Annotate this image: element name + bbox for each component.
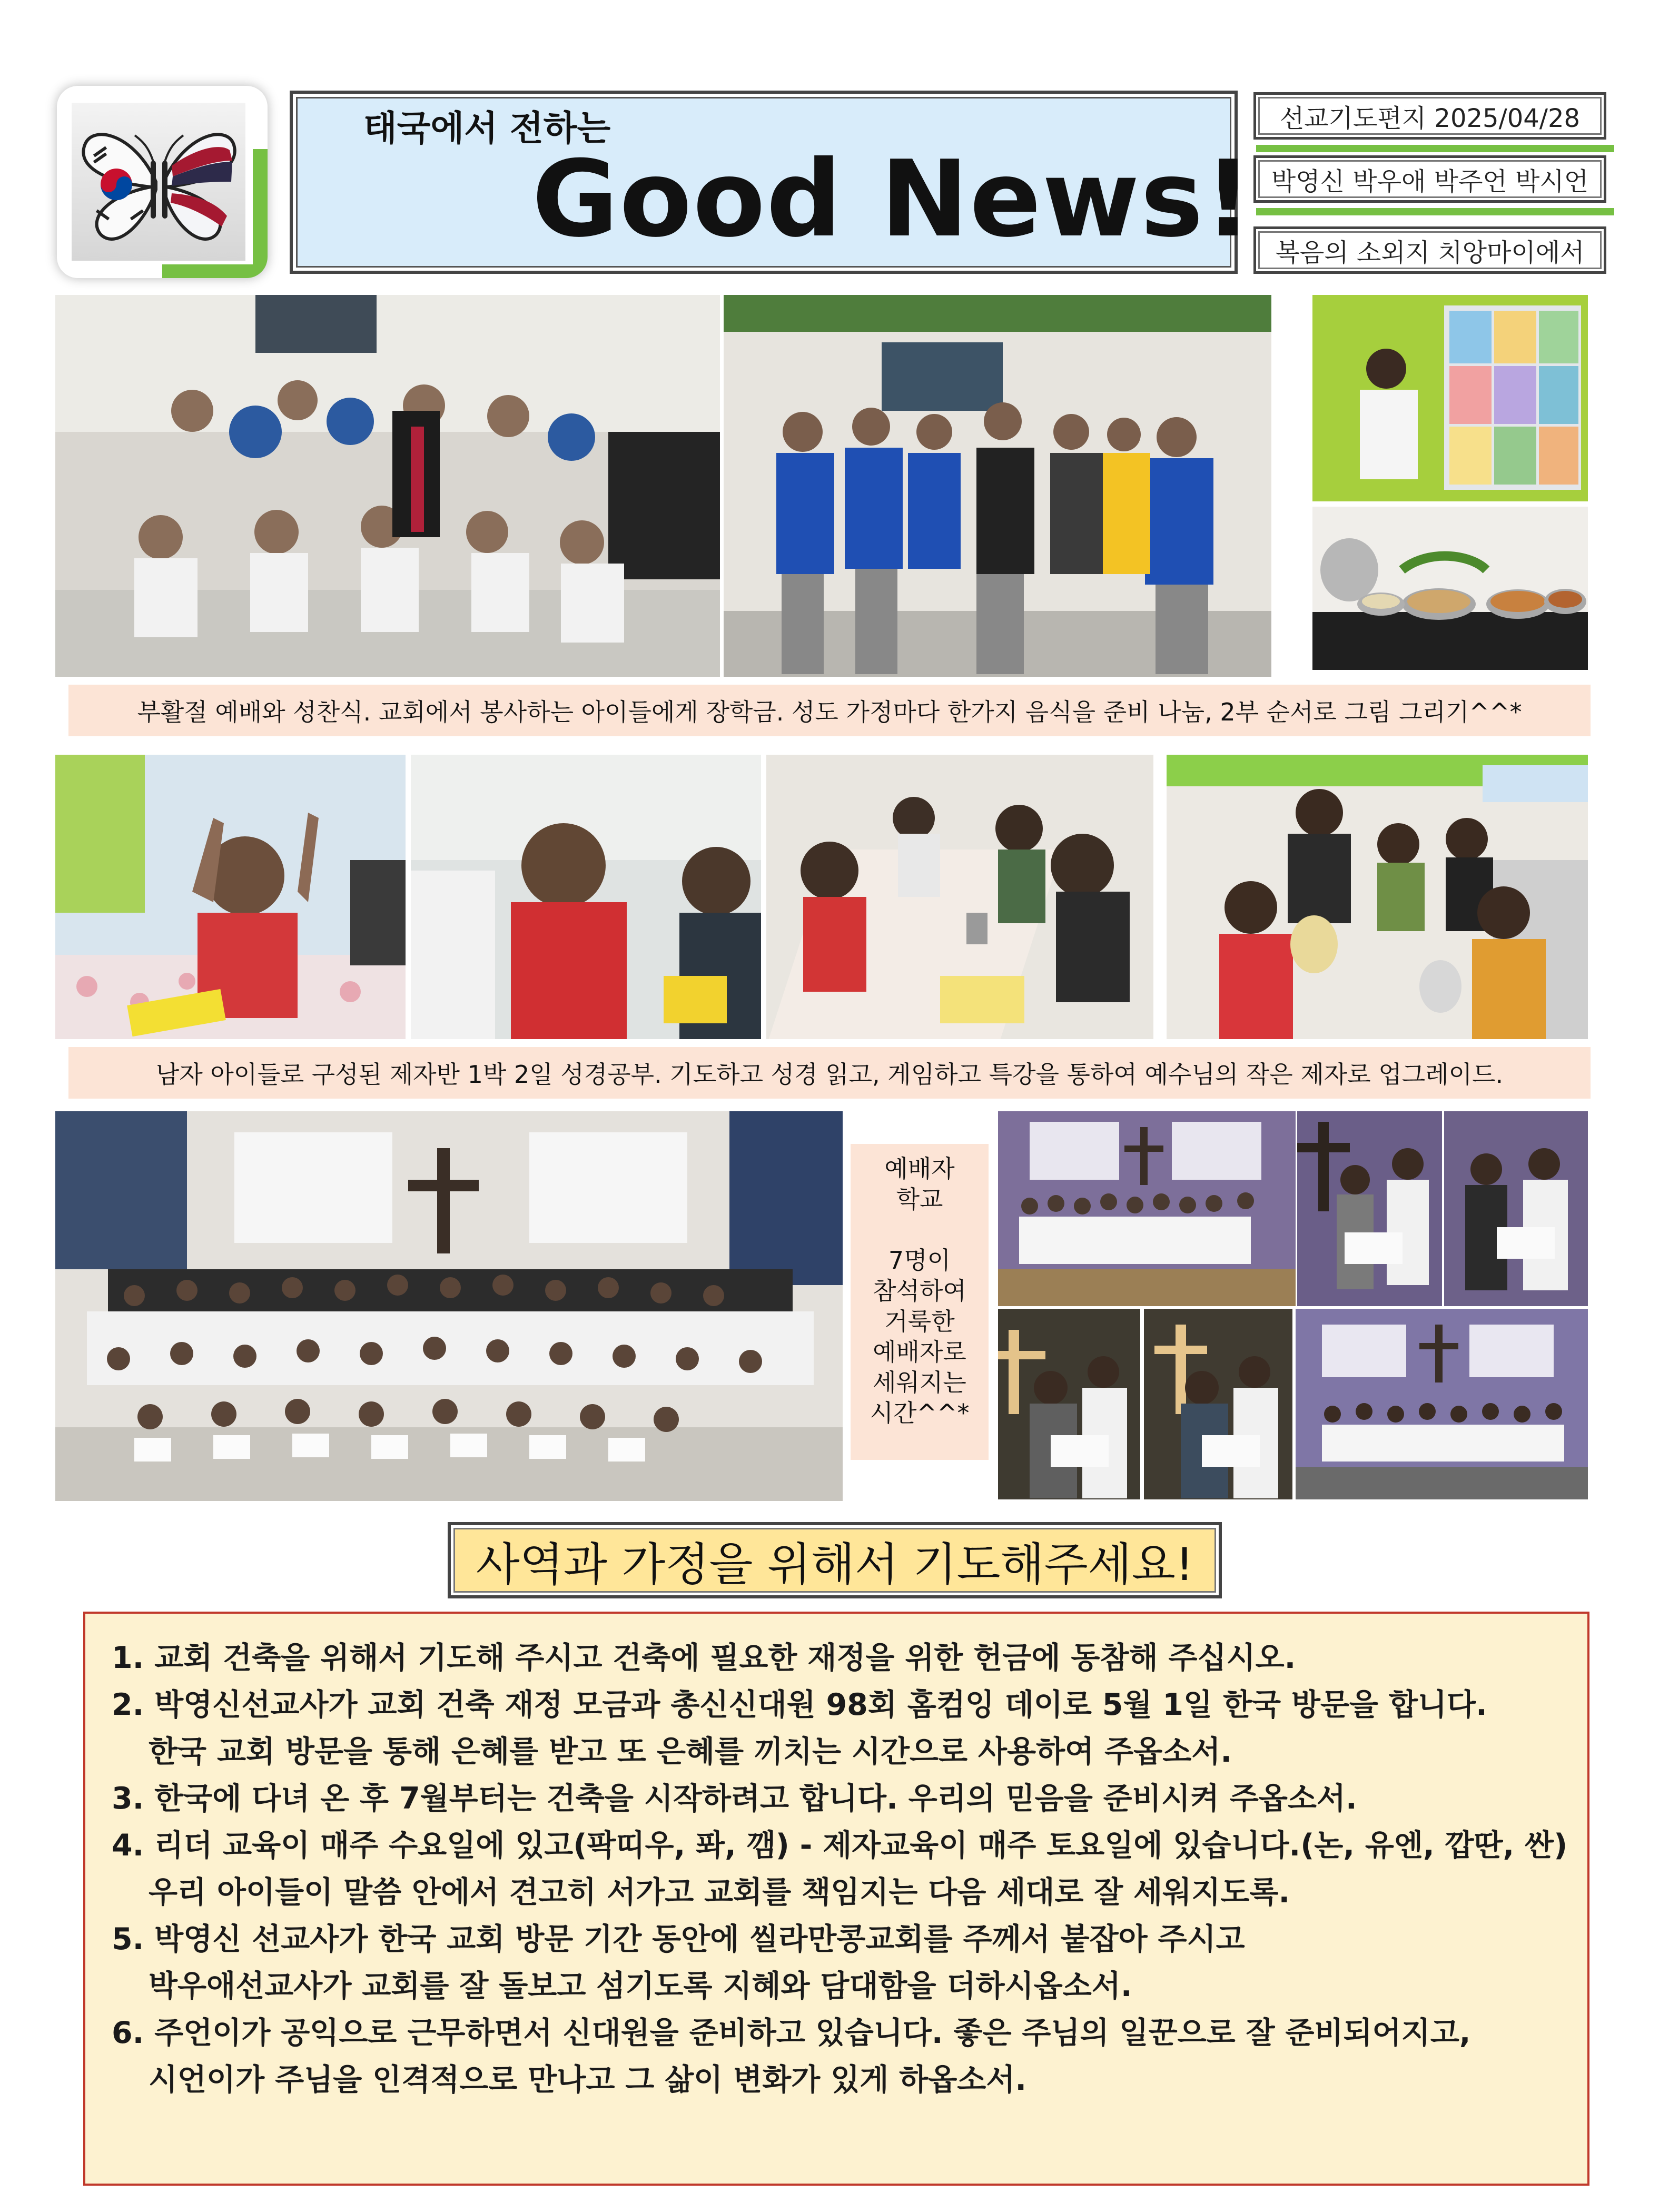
- food-sharing-photo: [1312, 507, 1588, 670]
- boy-praying-photo: [55, 755, 406, 1039]
- side-caption-line: [851, 1214, 989, 1245]
- page-title: Good News!: [532, 138, 1253, 261]
- prayer-item: 6. 주언이가 공익으로 근무하면서 신대원을 준비하고 있습니다. 좋은 주님의 일꾼으로 잘 준비되어지고,: [112, 2016, 1471, 2050]
- logo: [57, 86, 268, 278]
- bible-study-photo: [766, 755, 1153, 1039]
- side-caption: [851, 1144, 989, 1460]
- prayer-heading: 사역과 가정을 위해서 기도해주세요!: [448, 1522, 1222, 1598]
- prayer-item: 1. 교회 건축을 위해서 기도해 주시고 건축에 필요한 재정을 위한 헌금에 동참해 주십시오.: [112, 1641, 1296, 1675]
- prayer-item: 한국 교회 방문을 통해 은혜를 받고 또 은혜를 끼치는 시간으로 사용하여 주옵소서.: [149, 1734, 1232, 1769]
- side-caption-line: 예배자: [884, 1154, 955, 1183]
- divider: [1256, 208, 1614, 215]
- certificate-group-photo: [998, 1111, 1296, 1306]
- prayer-item: 5. 박영신 선교사가 한국 교회 방문 기간 동안에 씰라만콩교회를 주께서 붙잡아 주시고: [112, 1922, 1245, 1957]
- prayer-item: 시언이가 주님을 인격적으로 만나고 그 삶이 변화가 있게 하옵소서.: [149, 2062, 1027, 2097]
- side-caption-line: 거룩한: [884, 1307, 955, 1336]
- boys-praying-photo: [411, 755, 761, 1039]
- side-caption-line: 학교: [896, 1185, 943, 1213]
- scholarship-photo: [724, 295, 1271, 677]
- prayer-item: 우리 아이들이 말씀 안에서 견고히 서가고 교회를 책임지는 다음 세대로 잘 세워지도록.: [149, 1875, 1290, 1910]
- certificate-pair-photo-3: [998, 1309, 1140, 1499]
- certificate-pair-photo-1: [1297, 1111, 1442, 1306]
- side-caption-line: 시간^^*: [870, 1399, 970, 1427]
- drawing-photo: [1312, 295, 1588, 501]
- side-caption-line: 7명이: [888, 1246, 951, 1275]
- worship-conference-photo: [55, 1111, 843, 1501]
- side-caption-line: 예배자로: [873, 1338, 966, 1366]
- prayer-list: [83, 1612, 1589, 2186]
- prayer-item: 2. 박영신선교사가 교회 건축 재정 모금과 총신신대원 98회 홈컴잉 데이로 5월 1일 한국 방문을 합니다.: [112, 1687, 1487, 1722]
- side-caption-line: 참석하여: [873, 1277, 966, 1305]
- info-family: 박영신 박우애 박주언 박시언: [1253, 155, 1606, 203]
- info-location: 복음의 소외지 치앙마이에서: [1253, 226, 1606, 274]
- certificate-group-photo-2: [1296, 1309, 1588, 1499]
- title-subtitle: 태국에서 전하는: [363, 108, 611, 149]
- caption-row-2: 남자 아이들로 구성된 제자반 1박 2일 성경공부. 기도하고 성경 읽고, 게임하고 특강을 통하여 예수님의 작은 제자로 업그레이드.: [68, 1047, 1591, 1099]
- prayer-item: 4. 리더 교육이 매주 수요일에 있고(팍띠우, 퐈, 깸) - 제자교육이 매주 토요일에 있습니다.(논, 유엔, 깝딴, 싼): [112, 1828, 1568, 1863]
- certificate-pair-photo-4: [1144, 1309, 1292, 1499]
- divider: [1256, 145, 1614, 152]
- prayer-item: 3. 한국에 다녀 온 후 7월부터는 건축을 시작하려고 합니다. 우리의 믿음을 준비시켜 주옵소서.: [112, 1781, 1357, 1816]
- prayer-item: 박우애선교사가 교회를 잘 돌보고 섬기도록 지혜와 담대함을 더하시옵소서.: [149, 1969, 1132, 2003]
- boys-group-photo: [1167, 755, 1588, 1039]
- caption-row-1: 부활절 예배와 성찬식. 교회에서 봉사하는 아이들에게 장학금. 성도 가정마다 한가지 음식을 준비 나눔, 2부 순서로 그림 그리기^^*: [68, 685, 1591, 736]
- info-date: 선교기도편지 2025/04/28: [1253, 92, 1606, 140]
- butterfly-logo-icon: [72, 103, 245, 261]
- easter-service-photo: [55, 295, 720, 677]
- side-caption-line: 세워지는: [873, 1368, 966, 1397]
- certificate-pair-photo-2: [1444, 1111, 1588, 1306]
